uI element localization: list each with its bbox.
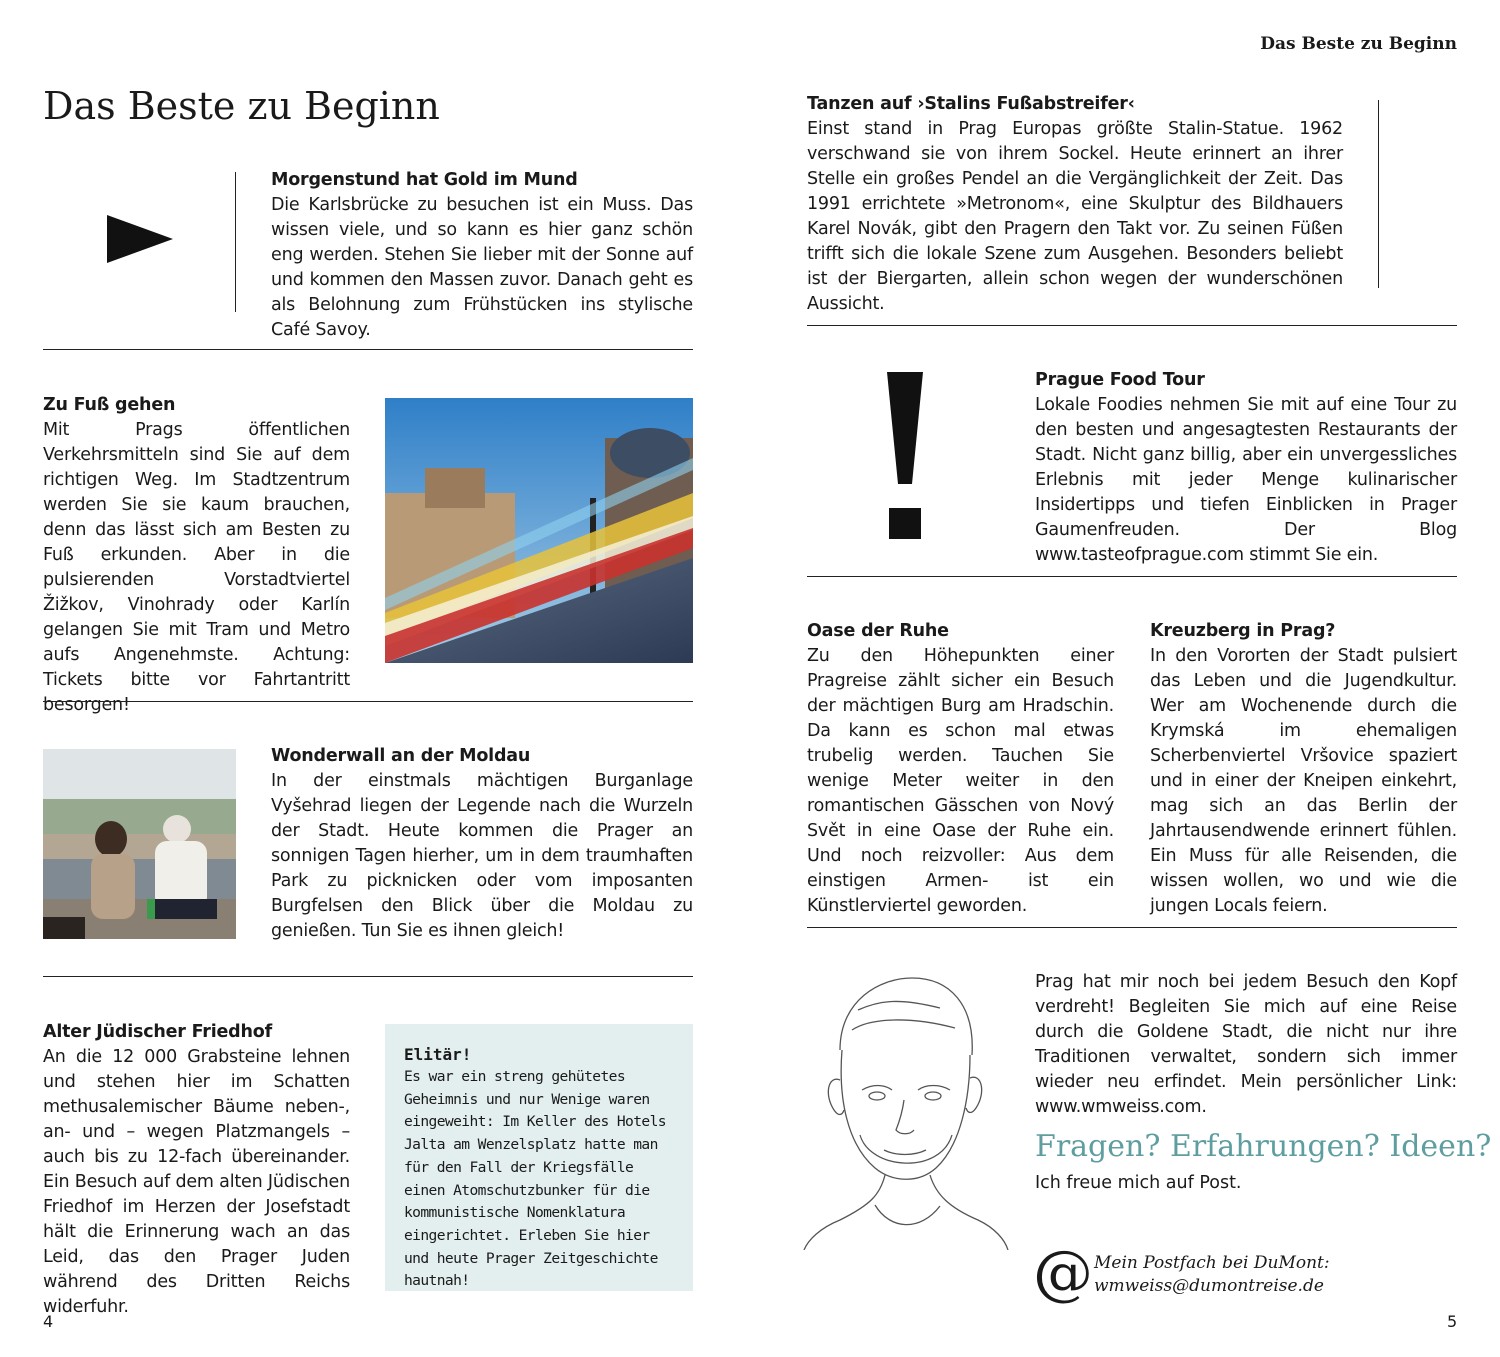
section-title: Prague Food Tour [1035,370,1205,390]
horizontal-rule [43,976,693,977]
horizontal-rule [807,927,1457,928]
section-text: Zu den Höhepunkten einer Pragreise zählt sicher ein Besuch der mächtigen Burg am Hradschin. Da kann es schon mal etwas trubelig werden. Tauchen Sie wenige Meter weiter in den romantischen Gässchen von Nový Svět in eine Oase der Ruhe ein. Und noch reizvoller: Aus dem einstigen Armen- ist ein Künstlerviertel geworden. [807,646,1114,916]
author-portrait [800,970,1010,1250]
section-friedhof [43,1020,350,1320]
exclamation-icon [884,372,926,540]
email-link[interactable]: wmweiss@dumontreise.de [1094,1276,1324,1296]
contact-question: Fragen? Erfahrungen? Ideen? [1035,1129,1492,1164]
section-text: In den Vororten der Stadt pulsiert das Leben und die Jugendkultur. Wer am Wochenende durch die Krymská im ehemaligen Scherbenviertel Vršovice spaziert und in einer der Kneipen einkehrt, mag sich an das Berlin der Jahrtausendwende erinnert fühlen. Ein Muss für alle Reisenden, die wissen wollen, wo und wie die jungen Locals feiern. [1150,646,1457,916]
section-title: Alter Jüdischer Friedhof [43,1022,272,1042]
section-morgenstund [271,168,693,343]
box-title: Elitär! [404,1045,472,1064]
author-text: Prag hat mir noch bei jedem Besuch den Kopf verdreht! Begleiten Sie mich auf eine Reise durch die Goldene Stadt, die nicht nur ihre Traditionen verwaltet, sondern sich immer wieder neu erfindet. Mein persönlicher Link: www.wmweiss.com. [1035,972,1457,1117]
section-stalin [807,92,1343,317]
contact-post-text: Ich freue mich auf Post. [1035,1173,1242,1193]
vertical-divider [1378,100,1379,288]
page-title: Das Beste zu Beginn [43,84,440,128]
horizontal-rule [807,325,1457,326]
at-icon: @ [1033,1238,1093,1308]
section-text: Mit Prags öffentlichen Verkehrsmitteln sind Sie auf dem richtigen Weg. Im Stadtzentrum werden Sie sie kaum brauchen, denn das lässt sich am Besten zu Fuß erkunden. Aber in die pulsierenden Vorstadtviertel Žižkov, Vinohrady oder Karlín gelangen Sie mit Tram und Metro aufs Angenehmste. Achtung: Tickets bitte vor Fahrtantritt besorgen! [43,420,350,715]
section-wonderwall [271,744,693,944]
box-text: Es war ein streng gehütetes Geheimnis und nur Wenige waren eingeweiht: Im Keller des Hotels Jalta am Wenzelsplatz hatte man für den Fall der Kriegsfälle einen Atomschutzbunker für die kommunistische Nomenklatura eingerichtet. Erleben Sie hier und heute Prager Zeitgeschichte hautnah! [404,1068,666,1290]
section-kreuzberg [1150,619,1457,919]
section-title: Wonderwall an der Moldau [271,746,531,766]
section-title: Zu Fuß gehen [43,395,176,415]
section-text: Lokale Foodies nehmen Sie mit auf eine Tour zu den besten und angesagtesten Restaurants der Stadt. Nicht ganz billig, aber ein unvergessliches Erlebnis mit jeder Menge kulinarischer Insidertipps und tiefen Einblicken in Prager Gaumenfreuden. Der Blog www.tasteofprague.com stimmt Sie ein. [1035,395,1457,565]
info-box-elitaer [385,1024,693,1291]
section-title: Oase der Ruhe [807,621,949,641]
section-text: In der einstmals mächtigen Burganlage Vyšehrad liegen der Legende nach die Wurzeln der Stadt. Heute kommen die Prager an sonnigen Tagen hierher, um in dem traumhaften Park zu picknicken oder vom imposanten Burgfelsen den Blick über die Moldau zu genießen. Tun Sie es ihnen gleich! [271,771,693,941]
section-oase [807,619,1114,919]
couple-vysehrad-photo [43,749,236,939]
section-title: Tanzen auf ›Stalins Fußabstreifer‹ [807,94,1135,114]
arrow-flag-icon [106,214,174,264]
page-number-left: 4 [43,1312,54,1331]
horizontal-rule [807,576,1457,577]
author-intro [1035,970,1457,1120]
tram-theatre-photo [385,398,693,663]
section-zu-fuss [43,393,350,718]
page-number-right: 5 [1447,1312,1458,1331]
section-foodtour [1035,368,1457,568]
section-title: Morgenstund hat Gold im Mund [271,170,578,190]
running-header: Das Beste zu Beginn [1260,34,1457,54]
section-text: Die Karlsbrücke zu besuchen ist ein Muss. Das wissen viele, und so kann es hier ganz schön eng werden. Stehen Sie lieber mit der Sonne auf und kommen den Massen zuvor. Danach geht es als Belohnung zum Frühstücken ins stylische Café Savoy. [271,195,693,340]
horizontal-rule [43,349,693,350]
section-text: An die 12 000 Grabsteine lehnen und stehen hier im Schatten methusalemischer Bäume neben-, an- und – wegen Platzmangels – auch bis zu 12-fach übereinander. Ein Besuch auf dem alten Jüdischen Friedhof im Herzen der Josefstadt hält die Erinnerung wach an das Leid, das den Prager Juden während des Dritten Reichs widerfuhr. [43,1047,350,1317]
mailbox-label: Mein Postfach bei DuMont: [1094,1253,1330,1273]
horizontal-rule [43,701,693,702]
vertical-divider [235,172,236,312]
section-text: Einst stand in Prag Europas größte Stalin-Statue. 1962 verschwand sie von ihrem Sockel. Heute erinnert an ihrer Stelle ein großes Pendel an die Vergänglichkeit der Zeit. Das 1991 errichtete »Metronom«, eine Skulptur des Bildhauers Karel Novák, gibt den Pragern den Takt vor. Zu seinen Füßen trifft sich die lokale Szene zum Ausgehen. Besonders beliebt ist der Biergarten, allein schon wegen der wunderschönen Aussicht. [807,119,1343,314]
section-title: Kreuzberg in Prag? [1150,621,1336,641]
